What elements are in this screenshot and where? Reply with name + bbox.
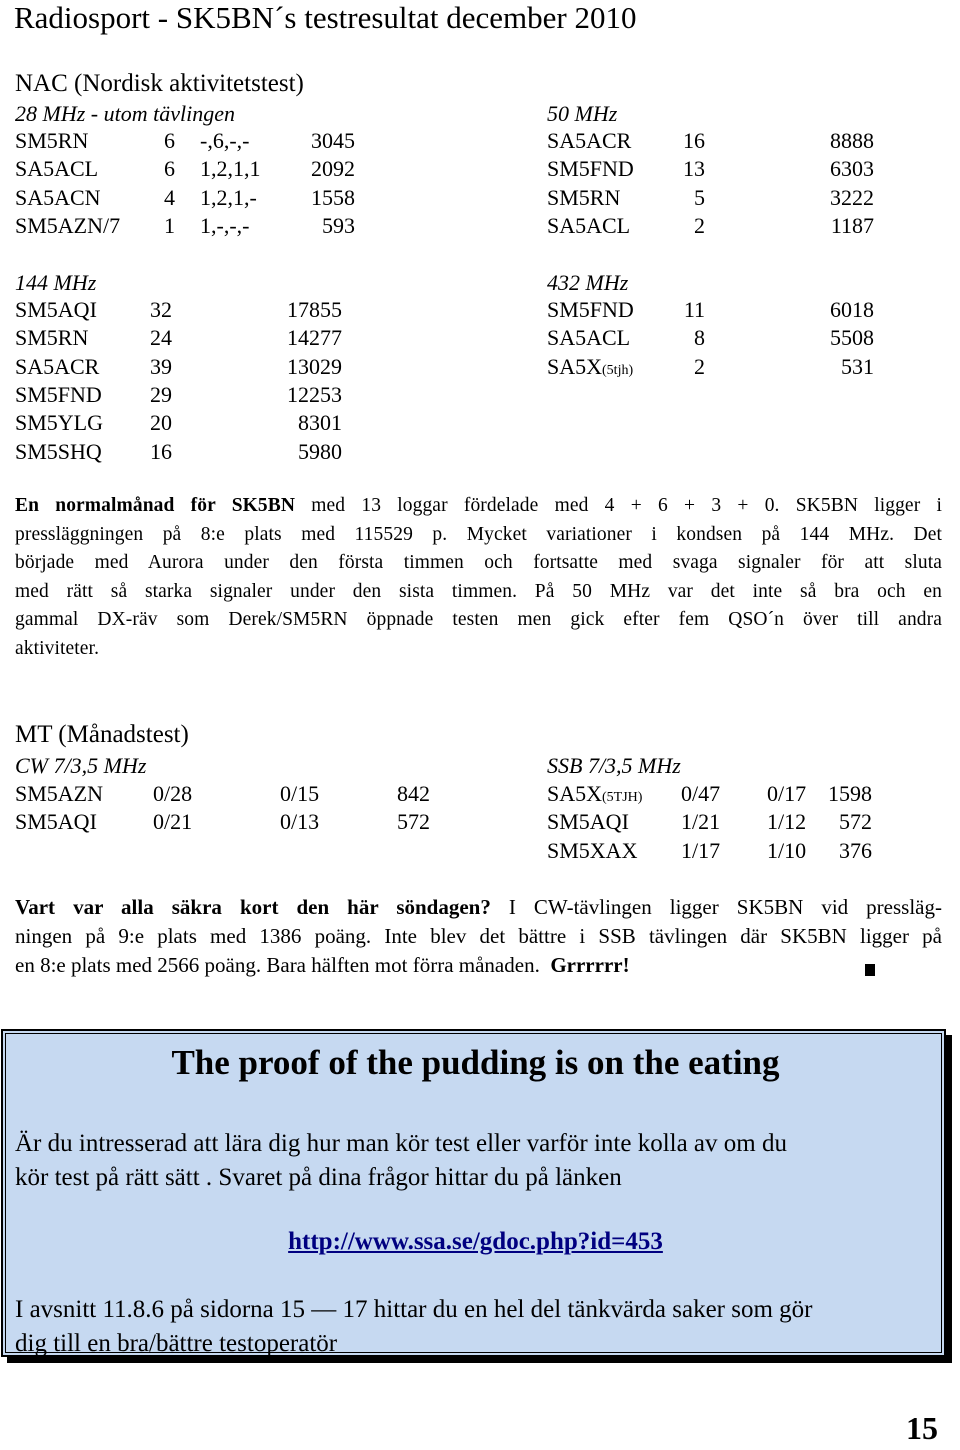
points: 376 (839, 837, 872, 863)
qso-count: 16 (683, 128, 705, 153)
points: 5508 (830, 325, 874, 351)
callsign: SM5FND (547, 297, 634, 322)
qso-count: 20 (150, 410, 172, 436)
qso-count: 2 (694, 353, 705, 379)
points: 1187 (830, 212, 874, 238)
nac-commentary (15, 492, 942, 663)
callsign: SA5ACL (547, 325, 631, 351)
callsign: SM5AQI (547, 809, 629, 835)
points: 3045 (311, 128, 355, 153)
qso-count: 39 (150, 353, 172, 379)
nac-commentary-line: gammal DX-räv som Derek/SM5RN öppnade testen men gick efter fem QSO´n över till andra (15, 609, 942, 630)
mt-commentary-bold: Vart var alla säkra kort den här söndagen? (15, 895, 491, 919)
second-column: 1/12 (767, 809, 807, 835)
callsign: SM5AZN/7 (15, 212, 121, 238)
info-box-line: kör test på rätt sätt . Svaret på dina frågor hittar du på länken (15, 1164, 622, 1191)
info-box-text (15, 1127, 935, 1195)
nac-commentary-line: började med Aurora under den första timmen och fortsatte med svaga signaler för att sluta (15, 552, 942, 573)
band-432-label: 432 MHz (547, 270, 629, 295)
qso-count: 4 (164, 184, 175, 210)
callsign: SM5RN (15, 325, 89, 351)
callsign: SM5XAX (547, 837, 638, 863)
mt-commentary-exclaim: Grrrrrr! (550, 952, 630, 977)
second-column: 1/10 (767, 837, 807, 863)
ssa-guide-link[interactable]: http://www.ssa.se/gdoc.php?id=453 (288, 1228, 663, 1255)
nac-heading: NAC (Nordisk aktivitetstest) (15, 70, 304, 97)
points: 1558 (311, 184, 355, 210)
page-title: Radiosport - SK5BN´s testresultat december 2010 (14, 0, 637, 35)
points: 6018 (830, 297, 874, 322)
multipliers: 1,2,1,1 (200, 156, 261, 182)
callsign: SA5ACR (15, 353, 100, 379)
callsign: SM5SHQ (15, 438, 102, 464)
end-of-article-mark (865, 964, 875, 976)
band-144-label: 144 MHz (15, 270, 97, 295)
points: 593 (322, 212, 355, 238)
band-28-label: 28 MHz - utom tävlingen (15, 101, 235, 126)
callsign-suffix: (5TJH) (602, 790, 643, 805)
qso-count: 29 (150, 381, 172, 407)
nac-commentary-line: med rätt så starka signaler under den sista timmen. På 50 MHz var det inte så bra och en (15, 580, 942, 602)
mt-commentary-line: I CW-tävlingen ligger SK5BN vid pressläg- (490, 895, 942, 919)
qso-count: 32 (150, 297, 172, 322)
info-box (1, 1029, 946, 1357)
mt-heading: MT (Månadstest) (15, 721, 189, 748)
points: 1598 (828, 781, 872, 806)
cw-label: CW 7/3,5 MHz (15, 753, 147, 778)
qso-count: 11 (683, 297, 705, 322)
nac-commentary-bold: En normalmånad för SK5BN (15, 495, 296, 516)
first-column: 0/21 (153, 809, 193, 835)
points: 531 (841, 353, 874, 379)
qso-count: 6 (164, 128, 175, 153)
first-column: 0/47 (681, 781, 721, 806)
first-column: 0/28 (153, 781, 193, 806)
second-column: 0/15 (280, 781, 320, 806)
points: 13029 (287, 353, 342, 379)
points: 3222 (830, 184, 874, 210)
mt-commentary (15, 893, 942, 979)
info-box-line: I avsnitt 11.8.6 på sidorna 15 — 17 hittar du en hel del tänkvärda saker som gör (15, 1296, 813, 1323)
qso-count: 1 (164, 212, 175, 238)
callsign: SA5ACL (15, 156, 99, 182)
callsign: SA5X(5TJH) (547, 781, 643, 806)
multipliers: 1,-,-,- (200, 212, 250, 238)
qso-count: 2 (694, 212, 705, 238)
points: 12253 (287, 381, 342, 407)
qso-count: 6 (164, 156, 175, 182)
qso-count: 8 (694, 325, 705, 351)
points: 572 (839, 809, 872, 835)
callsign: SM5YLG (15, 410, 104, 436)
callsign-suffix: (5tjh) (602, 362, 634, 378)
callsign: SA5ACN (15, 184, 101, 210)
points: 5980 (298, 438, 342, 464)
info-box-text-2 (15, 1293, 935, 1361)
points: 14277 (287, 325, 342, 351)
nac-commentary-line: pressläggningen på 8:e plats med 115529 p. Mycket variationer i kondsen på 144 MHz. Det (15, 523, 942, 545)
points: 572 (397, 809, 430, 835)
info-box-line: dig till en bra/bättre testoperatör (15, 1330, 338, 1357)
first-column: 1/17 (681, 837, 721, 863)
points: 8301 (298, 410, 342, 436)
second-column: 0/13 (280, 809, 320, 835)
first-column: 1/21 (681, 809, 721, 835)
nac-commentary-line: aktiviteter. (15, 637, 100, 659)
info-box-heading: The proof of the pudding is on the eating (171, 1043, 780, 1082)
qso-count: 24 (150, 325, 172, 351)
callsign: SM5FND (547, 156, 634, 182)
points: 6303 (830, 156, 874, 182)
callsign: SM5AQI (15, 297, 97, 322)
callsign: SM5RN (15, 128, 89, 153)
qso-count: 13 (683, 156, 705, 182)
callsign: SM5AQI (15, 809, 97, 835)
multipliers: 1,2,1,- (200, 184, 257, 210)
callsign: SA5ACR (547, 128, 632, 153)
points: 2092 (311, 156, 355, 182)
band-50-label: 50 MHz (547, 101, 618, 126)
callsign: SM5AZN (15, 781, 104, 806)
nac-commentary-line: med 13 loggar fördelade med 4 + 6 + 3 + 0. SK5BN ligger i (295, 495, 943, 516)
points: 17855 (287, 297, 342, 322)
ssb-label: SSB 7/3,5 MHz (547, 753, 681, 778)
qso-count: 16 (150, 438, 172, 464)
mt-commentary-line: ningen på 9:e plats med 1386 poäng. Inte blev det bättre i SSB tävlingen där SK5BN ligger på (15, 923, 942, 948)
callsign: SA5X(5tjh) (547, 353, 634, 379)
callsign: SA5ACL (547, 212, 631, 238)
mt-commentary-line: en 8:e plats med 2566 poäng. Bara hälften mot förra månaden. (15, 952, 551, 977)
multipliers: -,6,-,- (200, 128, 250, 153)
page-number: 15 (906, 1410, 938, 1446)
callsign: SM5FND (15, 381, 102, 407)
info-box-line: Är du intresserad att lära dig hur man kör test eller varför inte kolla av om du (15, 1130, 787, 1157)
points: 8888 (830, 128, 874, 153)
second-column: 0/17 (767, 781, 807, 806)
qso-count: 5 (694, 184, 705, 210)
callsign: SM5RN (547, 184, 621, 210)
points: 842 (397, 781, 430, 806)
